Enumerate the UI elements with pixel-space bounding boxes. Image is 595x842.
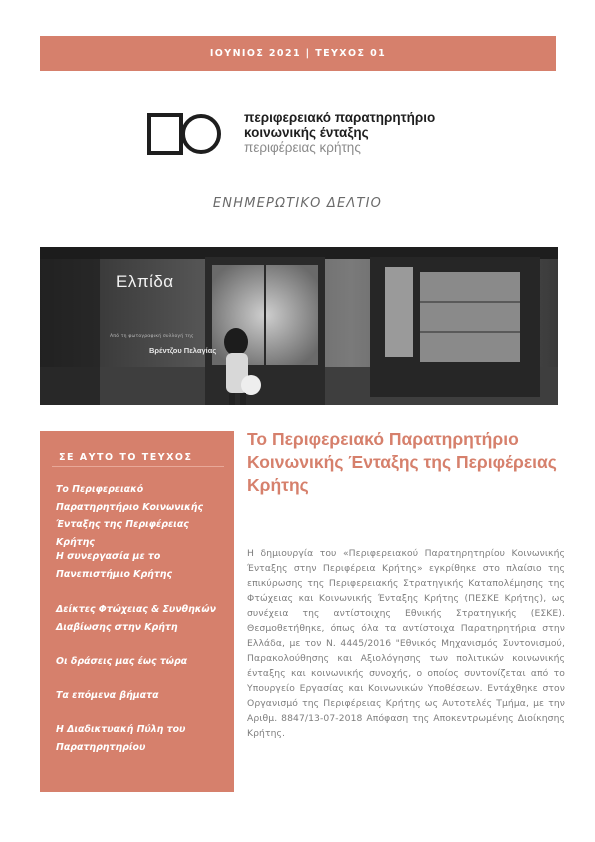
observatory-logo [147, 110, 467, 158]
toc-item-actions[interactable]: Οι δράσεις μας έως τώρα [56, 656, 188, 667]
issue-banner [40, 36, 556, 71]
logo-wordmark [244, 110, 435, 155]
cover-photo-credit-caption: Από τη φωτογραφική συλλογή της [110, 334, 194, 339]
cover-photo-credit: Βρέντζου Πελαγίας [149, 346, 217, 355]
sidebar-divider [52, 466, 224, 467]
newsletter-subtitle: ΕΝΗΜΕΡΩΤΙΚΟ ΔΕΛΤΙΟ [212, 196, 383, 211]
observatory-logo-mark-icon [147, 110, 222, 158]
cover-photo-image [40, 247, 558, 405]
issue-line: ΙΟΥΝΙΟΣ 2021 | ΤΕΥΧΟΣ 01 [209, 48, 387, 59]
cover-photo [40, 247, 558, 405]
issue-contents-sidebar [40, 431, 234, 792]
toc-item-poverty-indicators[interactable]: Δείκτες Φτώχειας & Συνθηκών Διαβίωσης στην Κρήτη [56, 604, 216, 633]
logo-line-3: περιφέρειας κρήτης [244, 140, 361, 155]
logo-line-2: κοινωνικής ένταξης [244, 125, 369, 140]
logo-line-1: περιφερειακό παρατηρητήριο [244, 110, 436, 125]
toc-item-university[interactable]: Η συνεργασία με το Πανεπιστήμιο Κρήτης [56, 551, 173, 580]
sidebar-heading: ΣΕ ΑΥΤΟ ΤΟ ΤΕΥΧΟΣ [59, 452, 193, 463]
article-title: Το Περιφερειακό Παρατηρητήριο Κοινωνικής Ένταξης της Περιφέρειας Κρήτης [247, 429, 557, 495]
toc-item-observatory[interactable]: Το Περιφερειακό Παρατηρητήριο Κοινωνικής Ένταξης της Περιφέρειας Κρήτης [56, 484, 204, 548]
toc-item-next-steps[interactable]: Τα επόμενα βήματα [56, 690, 159, 701]
toc-item-web-portal[interactable]: Η Διαδικτυακή Πύλη του Παρατηρητηρίου [56, 724, 186, 753]
article-body: Η δημιουργία του «Περιφερειακού Παρατηρητηρίου Κοινωνικής Ένταξης στην Περιφέρεια Κρήτης» εγκρίθηκε στο πλαίσιο της επικύρωσης της Περιφερειακής Στρατηγικής Καταπολέμησης της Φτώχειας και Κοινωνικής Ένταξης Κρήτης (ΠΕΣΚΕ Κρήτης), ως συνέχεια της αντίστοιχης Εθνικής Στρατηγικής (ΕΣΚΕ). Θεσμοθετήθηκε, όπως όλα τα αντίστοιχα Παρατηρητήρια στην Ελλάδα, με τον Ν. 4445/2016 "Εθνικός Μηχανισμός Συντονισμού, Παρακολούθησης και Αξιολόγησης των πολιτικών κοινωνικής ένταξης και κοινωνικής συνοχής, ο οποίος συντονίζεται από το Υπουργείο Εργασίας και Κοινωνικών Υποθέσεων. Εντάχθηκε στον Οργανισμό της Περιφέρειας Κρήτης ως Αυτοτελές Τμήμα, με την Αριθμ. 8847/13-07-2018 Απόφαση της Αποκεντρωμένης Διοίκησης Κρήτης. [247, 548, 565, 739]
cover-photo-title: Ελπίδα [116, 272, 174, 291]
